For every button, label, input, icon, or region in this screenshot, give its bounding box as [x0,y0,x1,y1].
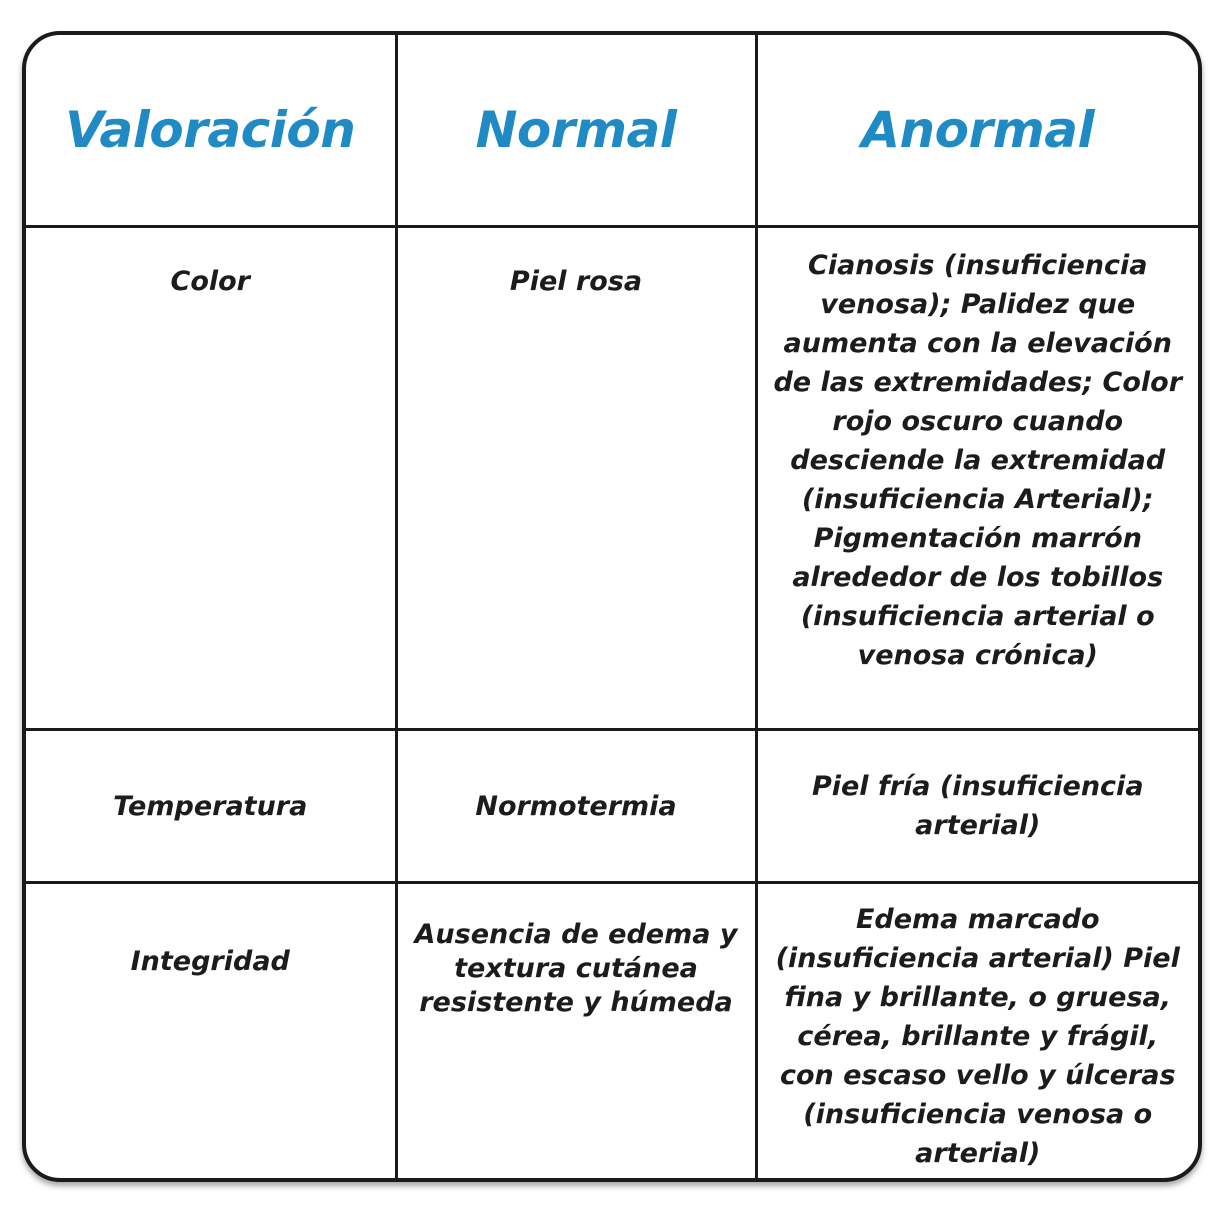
header-assessment: Valoración [26,35,396,227]
header-abnormal: Anormal [756,35,1198,227]
cell-abnormal-color: Cianosis (insuficiencia venosa); Palidez que aumenta con la elevación de las extremidades; Color rojo oscuro cuando desciende la extremidad (insuficiencia Arterial); Pigmentación marrón alrededor de los tobillos (insuficiencia arterial o venosa crónica) [756,227,1198,730]
cell-assessment-integrity: Integridad [26,883,396,1179]
cell-normal-temperature: Normotermia [396,730,756,883]
cell-abnormal-temperature: Piel fría (insuficiencia arterial) [756,730,1198,883]
cell-normal-color: Piel rosa [396,227,756,730]
table-row-integrity [26,883,1198,1179]
cell-assessment-temperature: Temperatura [26,730,396,883]
cell-normal-integrity: Ausencia de edema y textura cutánea resistente y húmeda [396,883,756,1179]
table-header-row [26,35,1198,227]
cell-abnormal-integrity: Edema marcado (insuficiencia arterial) Piel fina y brillante, o gruesa, cérea, brillante y frágil, con escaso vello y úlceras (insuficiencia venosa o arterial) [756,883,1198,1179]
assessment-table [26,35,1198,1178]
header-normal: Normal [396,35,756,227]
table-row-temperature [26,730,1198,883]
assessment-table-frame [22,31,1202,1182]
cell-assessment-color: Color [26,227,396,730]
table-row-color [26,227,1198,730]
